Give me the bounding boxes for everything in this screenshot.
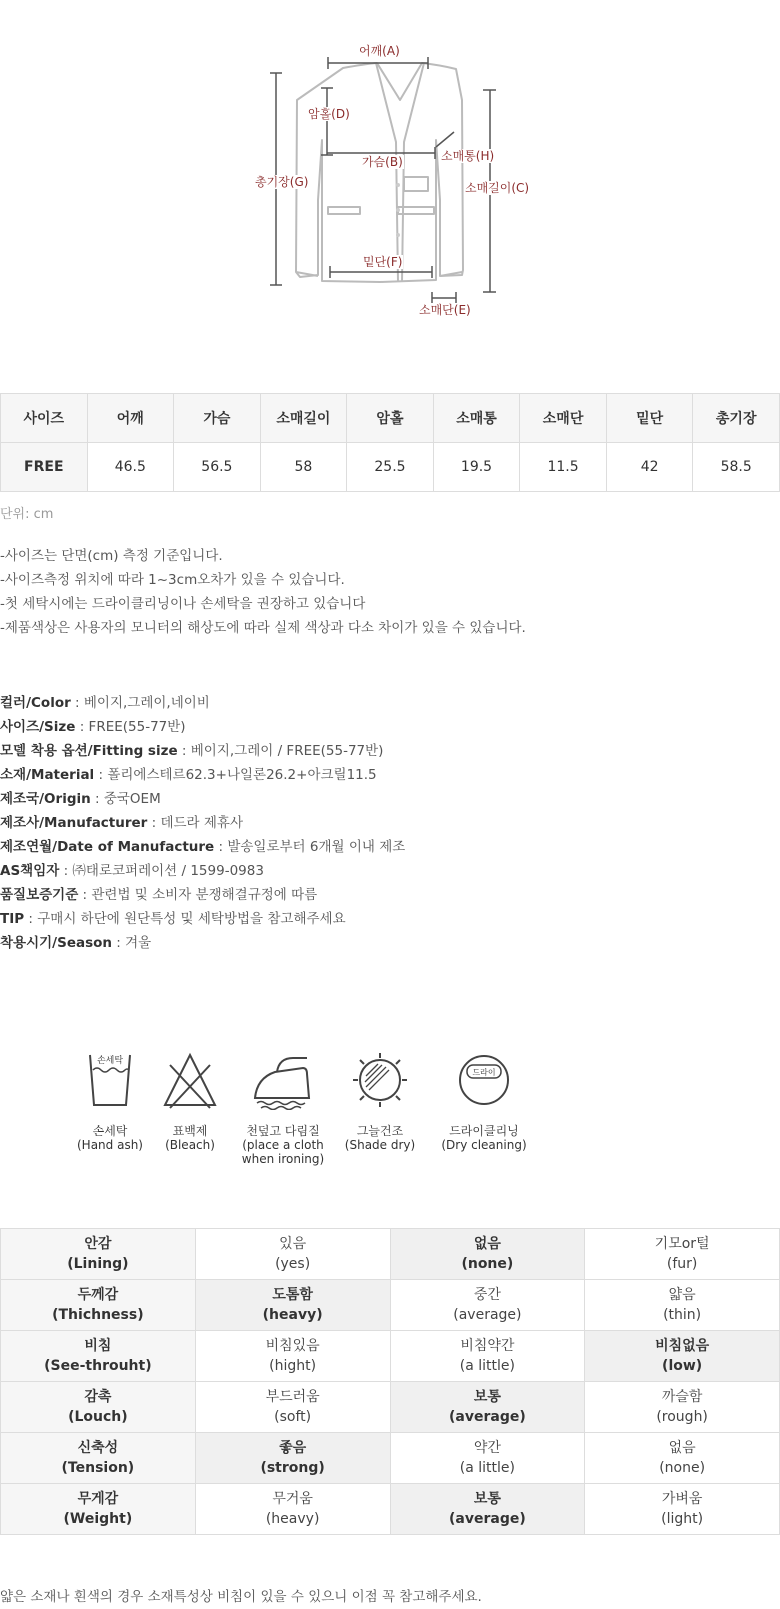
spec-manufacturer: 제조사/Manufacturer : 데드라 제휴사 xyxy=(0,815,244,831)
product-spec xyxy=(0,691,405,955)
row-head-see-through: 비침 (See-throuht) xyxy=(1,1331,196,1382)
header-chest: 가슴 xyxy=(174,394,261,443)
care-shade-dry xyxy=(330,1050,430,1152)
cell-option-selected: 비침없음 (low) xyxy=(585,1331,780,1382)
header-sleeve-length: 소매길이 xyxy=(260,394,347,443)
spec-date: 제조연월/Date of Manufacture : 발송일로부터 6개월 이내 제조 xyxy=(0,839,406,855)
cell-option: 있음 (yes) xyxy=(195,1229,390,1280)
cell-cuff: 11.5 xyxy=(520,443,607,492)
cell-option-selected: 도톰함 (heavy) xyxy=(195,1280,390,1331)
measurement-diagram xyxy=(200,20,580,365)
row-head-weight: 무게감 (Weight) xyxy=(1,1484,196,1535)
table-row xyxy=(1,1382,780,1433)
no-bleach-icon xyxy=(160,1050,220,1110)
care-label-en-2: when ironing) xyxy=(241,1152,325,1166)
header-sleeve-width: 소매통 xyxy=(433,394,520,443)
size-table xyxy=(0,393,780,492)
spec-as: AS책임자 : ㈜태로코퍼레이션 / 1599-0983 xyxy=(0,863,264,879)
cell-sleeve-width: 19.5 xyxy=(433,443,520,492)
cell-option: 기모or털 (fur) xyxy=(585,1229,780,1280)
table-row xyxy=(1,1280,780,1331)
cell-hem: 42 xyxy=(606,443,693,492)
note-item: -사이즈측정 위치에 따라 1~3cm오차가 있을 수 있습니다. xyxy=(0,572,345,588)
header-total-length: 총기장 xyxy=(693,394,780,443)
spec-quality: 품질보증기준 : 관련법 및 소비자 분쟁해결규정에 따름 xyxy=(0,887,318,903)
row-head-thickness: 두께감 (Thichness) xyxy=(1,1280,196,1331)
spec-size: 사이즈/Size : FREE(55-77반) xyxy=(0,719,186,735)
fabric-table xyxy=(0,1228,780,1535)
care-iron xyxy=(233,1050,333,1166)
note-item: -사이즈는 단면(cm) 측정 기준입니다. xyxy=(0,548,223,564)
care-label: 표백제 xyxy=(172,1124,208,1138)
cell-option: 부드러움 (soft) xyxy=(195,1382,390,1433)
care-label-en: (Dry cleaning) xyxy=(441,1138,527,1152)
cell-option-selected: 없음 (none) xyxy=(390,1229,585,1280)
cell-total-length: 58.5 xyxy=(693,443,780,492)
header-hem: 밑단 xyxy=(606,394,693,443)
cell-option: 약간 (a little) xyxy=(390,1433,585,1484)
svg-text:드라이: 드라이 xyxy=(472,1068,496,1077)
spec-origin: 제조국/Origin : 중국OEM xyxy=(0,791,161,807)
size-table-header xyxy=(1,394,780,443)
cuff-label: 소매단(E) xyxy=(419,303,471,317)
spec-season: 착용시기/Season : 겨울 xyxy=(0,935,152,951)
care-label: 천덮고 다림질 xyxy=(246,1124,320,1138)
note-item: -첫 세탁시에는 드라이클리닝이나 손세탁을 권장하고 있습니다 xyxy=(0,596,366,612)
spec-material: 소재/Material : 폴리에스테르62.3+나일론26.2+아크릴11.5 xyxy=(0,767,377,783)
cell-shoulder: 46.5 xyxy=(87,443,174,492)
cell-armhole: 25.5 xyxy=(347,443,434,492)
spec-color: 컬러/Color : 베이지,그레이,네이비 xyxy=(0,695,210,711)
table-row xyxy=(1,1229,780,1280)
cell-option: 가벼움 (light) xyxy=(585,1484,780,1535)
care-label: 손세탁 xyxy=(92,1124,128,1138)
cell-option-selected: 보통 (average) xyxy=(390,1382,585,1433)
chest-label: 가슴(B) xyxy=(362,155,403,169)
care-label-en: (Shade dry) xyxy=(344,1138,416,1152)
svg-text:손세탁: 손세탁 xyxy=(96,1056,124,1066)
cell-option: 얇음 (thin) xyxy=(585,1280,780,1331)
row-head-touch: 감촉 (Louch) xyxy=(1,1382,196,1433)
sleeve-width-label: 소매통(H) xyxy=(441,149,495,163)
table-row xyxy=(1,443,780,492)
dry-clean-icon xyxy=(454,1050,514,1110)
care-label-en: (place a cloth xyxy=(242,1138,324,1152)
care-bleach xyxy=(140,1050,240,1152)
spec-fitting-size: 모델 착용 옵션/Fitting size : 베이지,그레이 / FREE(55-77반) xyxy=(0,743,384,759)
cell-option: 까슬함 (rough) xyxy=(585,1382,780,1433)
size-notes xyxy=(0,544,526,640)
cell-option: 무거움 (heavy) xyxy=(195,1484,390,1535)
cell-chest: 56.5 xyxy=(174,443,261,492)
care-dry-clean xyxy=(434,1050,534,1152)
iron-icon xyxy=(251,1050,315,1110)
hand-wash-icon xyxy=(80,1050,140,1110)
cell-sleeve-length: 58 xyxy=(260,443,347,492)
cell-option-selected: 보통 (average) xyxy=(390,1484,585,1535)
spec-tip: TIP : 구매시 하단에 원단특성 및 세탁방법을 참고해주세요 xyxy=(0,911,346,927)
sleeve-length-label: 소매길이(C) xyxy=(465,181,530,195)
row-head-tension: 신축성 (Tension) xyxy=(1,1433,196,1484)
cell-option: 중간 (average) xyxy=(390,1280,585,1331)
header-shoulder: 어깨 xyxy=(87,394,174,443)
table-row xyxy=(1,1484,780,1535)
cell-option: 비침있음 (hight) xyxy=(195,1331,390,1382)
care-label: 드라이클리닝 xyxy=(449,1124,519,1138)
row-head-lining: 안감 (Lining) xyxy=(1,1229,196,1280)
table-row xyxy=(1,1331,780,1382)
care-label-en: (Bleach) xyxy=(165,1138,215,1152)
total-length-label: 총기장(G) xyxy=(255,175,309,189)
unit-text: 단위: cm xyxy=(0,507,54,522)
header-size: 사이즈 xyxy=(1,394,88,443)
cell-size: FREE xyxy=(1,443,88,492)
header-armhole: 암홀 xyxy=(347,394,434,443)
shoulder-label: 어깨(A) xyxy=(359,44,400,58)
shade-dry-icon xyxy=(348,1050,412,1110)
cell-option: 비침약간 (a little) xyxy=(390,1331,585,1382)
armhole-label: 암홀(D) xyxy=(308,107,350,121)
cell-option-selected: 좋음 (strong) xyxy=(195,1433,390,1484)
table-row xyxy=(1,1433,780,1484)
fabric-footnote: 얇은 소재나 흰색의 경우 소재특성상 비침이 있을 수 있으니 이점 꼭 참고해주세요. xyxy=(0,1589,482,1605)
care-label-en: (Hand ash) xyxy=(77,1138,143,1152)
note-item: -제품색상은 사용자의 모니터의 해상도에 따라 실제 색상과 다소 차이가 있을 수 있습니다. xyxy=(0,620,526,636)
cell-option: 없음 (none) xyxy=(585,1433,780,1484)
header-cuff: 소매단 xyxy=(520,394,607,443)
care-label: 그늘건조 xyxy=(356,1124,404,1138)
hem-label: 밑단(F) xyxy=(363,255,403,269)
